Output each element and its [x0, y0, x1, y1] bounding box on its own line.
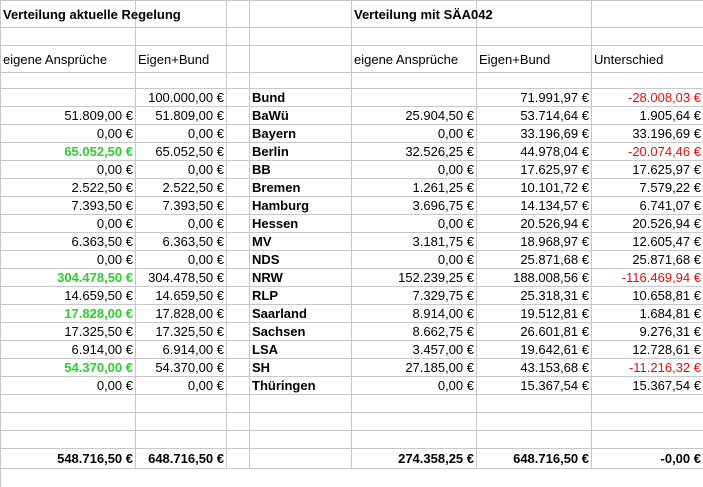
empty-cell[interactable] [227, 46, 250, 73]
row-4-unterschied[interactable]: 17.625,97 € [592, 161, 703, 179]
row-2-eigen-bund-right[interactable]: 33.196,69 € [477, 125, 592, 143]
row-14-eigene-left[interactable]: 6.914,00 € [1, 341, 136, 359]
empty-cell[interactable] [227, 359, 250, 377]
empty-cell[interactable] [592, 28, 703, 46]
row-9-state-name[interactable]: NDS [250, 251, 352, 269]
row-1-eigene-left[interactable]: 51.809,00 € [1, 107, 136, 125]
empty-cell[interactable] [136, 73, 227, 89]
row-9-unterschied[interactable]: 25.871,68 € [592, 251, 703, 269]
row-8-state-name[interactable]: MV [250, 233, 352, 251]
row-11-eigen-bund-left[interactable]: 14.659,50 € [136, 287, 227, 305]
row-4-eigen-bund-left[interactable]: 0,00 € [136, 161, 227, 179]
row-16-eigene-left[interactable]: 0,00 € [1, 377, 136, 395]
row-8-eigen-bund-right[interactable]: 18.968,97 € [477, 233, 592, 251]
row-5-eigene-left[interactable]: 2.522,50 € [1, 179, 136, 197]
row-11-eigene-left[interactable]: 14.659,50 € [1, 287, 136, 305]
empty-cell[interactable] [227, 341, 250, 359]
row-1-eigen-bund-left[interactable]: 51.809,00 € [136, 107, 227, 125]
empty-cell[interactable] [136, 413, 227, 431]
row-8-eigene-right[interactable]: 3.181,75 € [352, 233, 477, 251]
empty-cell[interactable] [352, 431, 477, 449]
row-5-state-name[interactable]: Bremen [250, 179, 352, 197]
row-12-eigen-bund-right[interactable]: 19.512,81 € [477, 305, 592, 323]
row-0-eigen-bund-left[interactable]: 100.000,00 € [136, 89, 227, 107]
title-left-cell[interactable]: Verteilung aktuelle Regelung [1, 1, 136, 28]
empty-cell[interactable] [477, 28, 592, 46]
row-14-eigen-bund-right[interactable]: 19.642,61 € [477, 341, 592, 359]
total-eigen-bund-left[interactable]: 648.716,50 € [136, 449, 227, 469]
row-1-eigene-right[interactable]: 25.904,50 € [352, 107, 477, 125]
row-3-eigen-bund-right[interactable]: 44.978,04 € [477, 143, 592, 161]
empty-cell[interactable] [1, 395, 136, 413]
header-eigen-bund-left[interactable]: Eigen+Bund [136, 46, 227, 73]
row-8-unterschied[interactable]: 12.605,47 € [592, 233, 703, 251]
empty-cell[interactable] [1, 73, 136, 89]
empty-cell[interactable] [592, 431, 703, 449]
empty-cell[interactable] [227, 251, 250, 269]
row-11-unterschied[interactable]: 10.658,81 € [592, 287, 703, 305]
row-1-unterschied[interactable]: 1.905,64 € [592, 107, 703, 125]
row-5-unterschied[interactable]: 7.579,22 € [592, 179, 703, 197]
row-3-unterschied[interactable]: -20.074,46 € [592, 143, 703, 161]
empty-cell[interactable] [227, 28, 250, 46]
row-12-eigene-left[interactable]: 17.828,00 € [1, 305, 136, 323]
empty-cell[interactable] [227, 323, 250, 341]
empty-cell[interactable] [477, 73, 592, 89]
empty-cell[interactable] [1, 28, 136, 46]
empty-cell[interactable] [592, 413, 703, 431]
row-0-eigen-bund-right[interactable]: 71.991,97 € [477, 89, 592, 107]
empty-cell[interactable] [136, 28, 227, 46]
row-12-eigen-bund-left[interactable]: 17.828,00 € [136, 305, 227, 323]
row-15-eigene-left[interactable]: 54.370,00 € [1, 359, 136, 377]
empty-cell[interactable] [1, 413, 136, 431]
row-2-eigene-right[interactable]: 0,00 € [352, 125, 477, 143]
empty-cell[interactable] [592, 395, 703, 413]
row-7-eigen-bund-left[interactable]: 0,00 € [136, 215, 227, 233]
row-14-state-name[interactable]: LSA [250, 341, 352, 359]
empty-cell[interactable] [477, 395, 592, 413]
row-6-eigene-right[interactable]: 3.696,75 € [352, 197, 477, 215]
row-16-eigen-bund-left[interactable]: 0,00 € [136, 377, 227, 395]
row-0-unterschied[interactable]: -28.008,03 € [592, 89, 703, 107]
row-6-eigen-bund-right[interactable]: 14.134,57 € [477, 197, 592, 215]
row-5-eigen-bund-right[interactable]: 10.101,72 € [477, 179, 592, 197]
empty-cell[interactable] [227, 431, 250, 449]
empty-cell[interactable] [592, 73, 703, 89]
row-7-eigene-left[interactable]: 0,00 € [1, 215, 136, 233]
header-eigen-bund-right[interactable]: Eigen+Bund [477, 46, 592, 73]
row-13-eigen-bund-right[interactable]: 26.601,81 € [477, 323, 592, 341]
empty-cell[interactable] [227, 287, 250, 305]
row-6-eigene-left[interactable]: 7.393,50 € [1, 197, 136, 215]
total-eigene-right[interactable]: 274.358,25 € [352, 449, 477, 469]
empty-cell[interactable] [477, 413, 592, 431]
empty-cell[interactable] [227, 161, 250, 179]
row-3-eigene-right[interactable]: 32.526,25 € [352, 143, 477, 161]
title-right-cell[interactable]: Verteilung mit SÄA042 [352, 1, 477, 28]
empty-cell[interactable] [477, 1, 592, 28]
row-7-state-name[interactable]: Hessen [250, 215, 352, 233]
row-0-state-name[interactable]: Bund [250, 89, 352, 107]
empty-cell[interactable] [250, 28, 352, 46]
row-6-unterschied[interactable]: 6.741,07 € [592, 197, 703, 215]
total-unterschied[interactable]: -0,00 € [592, 449, 703, 469]
empty-cell[interactable] [227, 395, 250, 413]
row-0-eigene-right[interactable] [352, 89, 477, 107]
row-11-eigene-right[interactable]: 7.329,75 € [352, 287, 477, 305]
row-3-state-name[interactable]: Berlin [250, 143, 352, 161]
row-2-eigen-bund-left[interactable]: 0,00 € [136, 125, 227, 143]
row-10-unterschied[interactable]: -116.469,94 € [592, 269, 703, 287]
empty-cell[interactable] [227, 107, 250, 125]
row-10-eigene-left[interactable]: 304.478,50 € [1, 269, 136, 287]
empty-cell[interactable] [136, 1, 227, 28]
row-4-state-name[interactable]: BB [250, 161, 352, 179]
empty-cell[interactable] [250, 395, 352, 413]
empty-cell[interactable] [227, 125, 250, 143]
row-8-eigen-bund-left[interactable]: 6.363,50 € [136, 233, 227, 251]
row-5-eigen-bund-left[interactable]: 2.522,50 € [136, 179, 227, 197]
row-12-eigene-right[interactable]: 8.914,00 € [352, 305, 477, 323]
empty-cell[interactable] [477, 431, 592, 449]
row-1-state-name[interactable]: BaWü [250, 107, 352, 125]
empty-cell[interactable] [250, 46, 352, 73]
row-4-eigene-left[interactable]: 0,00 € [1, 161, 136, 179]
row-9-eigene-left[interactable]: 0,00 € [1, 251, 136, 269]
empty-cell[interactable] [136, 431, 227, 449]
empty-cell[interactable] [227, 197, 250, 215]
row-13-state-name[interactable]: Sachsen [250, 323, 352, 341]
row-10-state-name[interactable]: NRW [250, 269, 352, 287]
empty-cell[interactable] [227, 89, 250, 107]
row-7-eigen-bund-right[interactable]: 20.526,94 € [477, 215, 592, 233]
row-6-state-name[interactable]: Hamburg [250, 197, 352, 215]
total-eigene-left[interactable]: 548.716,50 € [1, 449, 136, 469]
row-16-eigen-bund-right[interactable]: 15.367,54 € [477, 377, 592, 395]
row-14-eigene-right[interactable]: 3.457,00 € [352, 341, 477, 359]
row-16-state-name[interactable]: Thüringen [250, 377, 352, 395]
row-15-state-name[interactable]: SH [250, 359, 352, 377]
row-5-eigene-right[interactable]: 1.261,25 € [352, 179, 477, 197]
empty-cell[interactable] [227, 73, 250, 89]
row-2-unterschied[interactable]: 33.196,69 € [592, 125, 703, 143]
row-9-eigene-right[interactable]: 0,00 € [352, 251, 477, 269]
row-2-eigene-left[interactable]: 0,00 € [1, 125, 136, 143]
empty-cell[interactable] [250, 413, 352, 431]
row-3-eigene-left[interactable]: 65.052,50 € [1, 143, 136, 161]
row-4-eigene-right[interactable]: 0,00 € [352, 161, 477, 179]
row-7-unterschied[interactable]: 20.526,94 € [592, 215, 703, 233]
row-7-eigene-right[interactable]: 0,00 € [352, 215, 477, 233]
empty-cell[interactable] [227, 413, 250, 431]
row-0-eigene-left[interactable] [1, 89, 136, 107]
row-16-unterschied[interactable]: 15.367,54 € [592, 377, 703, 395]
header-unterschied[interactable]: Unterschied [592, 46, 703, 73]
empty-cell[interactable] [227, 215, 250, 233]
empty-cell[interactable] [250, 1, 352, 28]
empty-cell[interactable] [227, 1, 250, 28]
row-3-eigen-bund-left[interactable]: 65.052,50 € [136, 143, 227, 161]
header-eigene-ansprueche-left[interactable]: eigene Ansprüche [1, 46, 136, 73]
empty-cell[interactable] [250, 449, 352, 469]
empty-cell[interactable] [352, 413, 477, 431]
row-2-state-name[interactable]: Bayern [250, 125, 352, 143]
empty-cell[interactable] [227, 449, 250, 469]
row-1-eigen-bund-right[interactable]: 53.714,64 € [477, 107, 592, 125]
empty-cell[interactable] [352, 73, 477, 89]
empty-cell[interactable] [227, 179, 250, 197]
row-10-eigen-bund-right[interactable]: 188.008,56 € [477, 269, 592, 287]
empty-cell[interactable] [227, 269, 250, 287]
empty-cell[interactable] [352, 28, 477, 46]
row-15-eigen-bund-left[interactable]: 54.370,00 € [136, 359, 227, 377]
row-11-eigen-bund-right[interactable]: 25.318,31 € [477, 287, 592, 305]
row-4-eigen-bund-right[interactable]: 17.625,97 € [477, 161, 592, 179]
row-8-eigene-left[interactable]: 6.363,50 € [1, 233, 136, 251]
header-eigene-ansprueche-right[interactable]: eigene Ansprüche [352, 46, 477, 73]
empty-cell[interactable] [136, 395, 227, 413]
row-13-eigene-left[interactable]: 17.325,50 € [1, 323, 136, 341]
row-14-eigen-bund-left[interactable]: 6.914,00 € [136, 341, 227, 359]
row-13-eigene-right[interactable]: 8.662,75 € [352, 323, 477, 341]
row-15-eigen-bund-right[interactable]: 43.153,68 € [477, 359, 592, 377]
row-10-eigene-right[interactable]: 152.239,25 € [352, 269, 477, 287]
row-15-eigene-right[interactable]: 27.185,00 € [352, 359, 477, 377]
total-eigen-bund-right[interactable]: 648.716,50 € [477, 449, 592, 469]
empty-cell[interactable] [227, 305, 250, 323]
row-13-eigen-bund-left[interactable]: 17.325,50 € [136, 323, 227, 341]
row-10-eigen-bund-left[interactable]: 304.478,50 € [136, 269, 227, 287]
row-15-unterschied[interactable]: -11.216,32 € [592, 359, 703, 377]
row-16-eigene-right[interactable]: 0,00 € [352, 377, 477, 395]
empty-cell[interactable] [227, 233, 250, 251]
empty-cell[interactable] [250, 431, 352, 449]
empty-cell[interactable] [227, 143, 250, 161]
empty-cell[interactable] [592, 1, 703, 28]
row-9-eigen-bund-left[interactable]: 0,00 € [136, 251, 227, 269]
row-6-eigen-bund-left[interactable]: 7.393,50 € [136, 197, 227, 215]
row-14-unterschied[interactable]: 12.728,61 € [592, 341, 703, 359]
empty-cell[interactable] [1, 431, 136, 449]
empty-cell[interactable] [227, 377, 250, 395]
row-11-state-name[interactable]: RLP [250, 287, 352, 305]
empty-cell[interactable] [250, 73, 352, 89]
row-12-unterschied[interactable]: 1.684,81 € [592, 305, 703, 323]
row-13-unterschied[interactable]: 9.276,31 € [592, 323, 703, 341]
row-9-eigen-bund-right[interactable]: 25.871,68 € [477, 251, 592, 269]
empty-cell[interactable] [352, 395, 477, 413]
row-12-state-name[interactable]: Saarland [250, 305, 352, 323]
